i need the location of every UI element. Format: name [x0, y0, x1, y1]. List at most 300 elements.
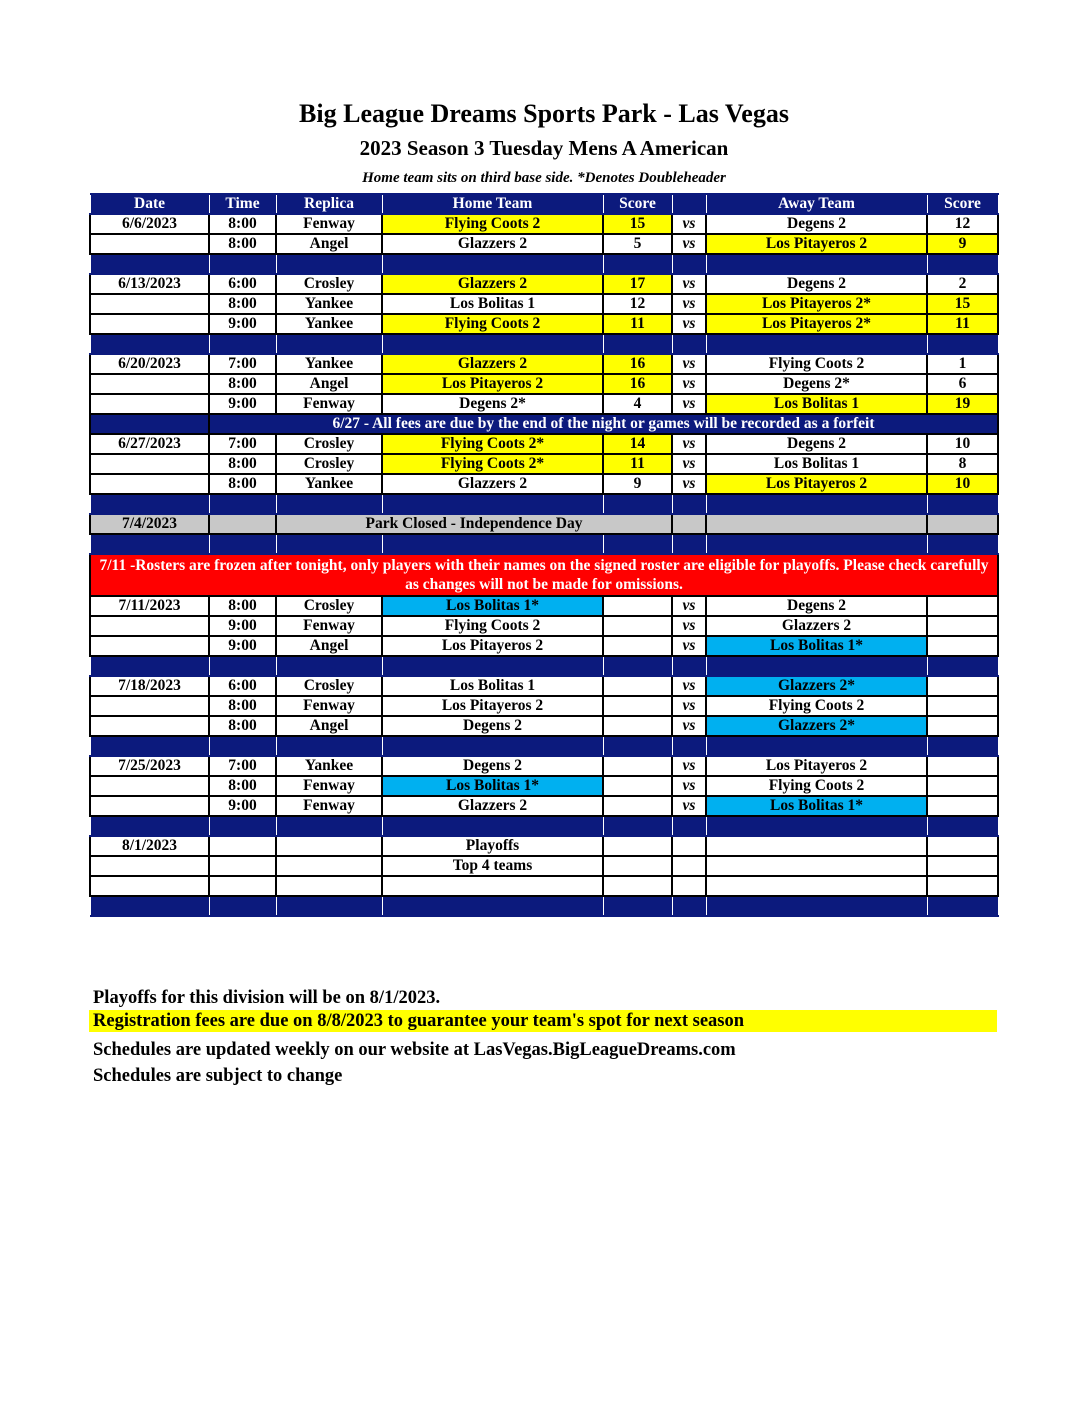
home-score-cell — [603, 876, 672, 896]
time-cell: 9:00 — [209, 616, 276, 636]
home-team-cell: Glazzers 2 — [382, 274, 603, 294]
game-row — [90, 214, 998, 234]
game-row — [90, 596, 998, 616]
separator-row — [90, 736, 998, 756]
field-cell: Crosley — [276, 676, 382, 696]
home-team-cell: Degens 2* — [382, 394, 603, 414]
time-cell: 8:00 — [209, 696, 276, 716]
away-score-cell — [927, 836, 998, 856]
separator-cell — [706, 656, 927, 676]
time-cell: 7:00 — [209, 756, 276, 776]
home-score-cell: 9 — [603, 474, 672, 494]
away-score-cell — [927, 676, 998, 696]
separator-cell — [672, 334, 706, 354]
away-team-cell: Glazzers 2* — [706, 676, 927, 696]
field-cell: Yankee — [276, 474, 382, 494]
table-header-row — [90, 194, 998, 214]
away-team-cell: Flying Coots 2 — [706, 776, 927, 796]
vs-cell: vs — [672, 294, 706, 314]
separator-cell — [382, 656, 603, 676]
time-cell: 9:00 — [209, 394, 276, 414]
field-cell: Yankee — [276, 756, 382, 776]
game-row — [90, 274, 998, 294]
separator-cell — [706, 896, 927, 916]
separator-cell — [927, 736, 998, 756]
away-score-cell: 11 — [927, 314, 998, 334]
away-score-cell: 10 — [927, 474, 998, 494]
vs-cell: vs — [672, 214, 706, 234]
date-cell — [90, 796, 209, 816]
home-team-cell: Los Pitayeros 2 — [382, 374, 603, 394]
away-team-cell — [706, 836, 927, 856]
away-team-cell: Los Bolitas 1 — [706, 454, 927, 474]
home-score-cell — [603, 776, 672, 796]
game-row — [90, 374, 998, 394]
time-cell — [209, 856, 276, 876]
closed-text: Park Closed - Independence Day — [276, 514, 672, 534]
date-cell — [90, 616, 209, 636]
page-subtitle: 2023 Season 3 Tuesday Mens A American — [359, 136, 729, 160]
field-cell: Fenway — [276, 796, 382, 816]
separator-cell — [90, 494, 209, 514]
separator-cell — [672, 656, 706, 676]
away-score-cell — [927, 776, 998, 796]
away-score-cell: 10 — [927, 434, 998, 454]
col-header-home-team: Home Team — [382, 194, 603, 214]
date-cell: 6/20/2023 — [90, 354, 209, 374]
separator-row — [90, 816, 998, 836]
field-cell: Crosley — [276, 434, 382, 454]
home-score-cell — [603, 716, 672, 736]
home-team-cell: Glazzers 2 — [382, 474, 603, 494]
time-cell — [209, 836, 276, 856]
vs-cell: vs — [672, 434, 706, 454]
time-cell: 8:00 — [209, 716, 276, 736]
playoff-row — [90, 876, 998, 896]
game-row — [90, 716, 998, 736]
field-cell: Fenway — [276, 616, 382, 636]
away-team-cell: Los Bolitas 1* — [706, 636, 927, 656]
away-score-cell — [927, 756, 998, 776]
away-team-cell: Glazzers 2 — [706, 616, 927, 636]
home-score-cell — [603, 796, 672, 816]
home-team-cell: Los Bolitas 1 — [382, 676, 603, 696]
home-team-cell: Los Bolitas 1* — [382, 776, 603, 796]
home-team-cell: Glazzers 2 — [382, 796, 603, 816]
away-score-cell — [927, 636, 998, 656]
separator-cell — [382, 534, 603, 554]
separator-cell — [276, 494, 382, 514]
away-team-cell: Los Bolitas 1* — [706, 796, 927, 816]
home-score-cell — [603, 836, 672, 856]
time-cell: 9:00 — [209, 314, 276, 334]
separator-row — [90, 254, 998, 274]
date-cell — [90, 856, 209, 876]
date-cell: 7/11/2023 — [90, 596, 209, 616]
separator-cell — [209, 656, 276, 676]
vs-cell: vs — [672, 676, 706, 696]
separator-row — [90, 896, 998, 916]
separator-cell — [672, 896, 706, 916]
date-cell — [90, 474, 209, 494]
field-cell — [276, 876, 382, 896]
separator-cell — [90, 656, 209, 676]
vs-cell — [672, 514, 706, 534]
col-header-date: Date — [90, 194, 209, 214]
vs-cell: vs — [672, 474, 706, 494]
date-cell: 6/27/2023 — [90, 434, 209, 454]
time-cell: 8:00 — [209, 294, 276, 314]
date-cell — [90, 234, 209, 254]
playoff-row — [90, 836, 998, 856]
home-score-cell: 17 — [603, 274, 672, 294]
time-cell: 8:00 — [209, 234, 276, 254]
col-header-away-team: Away Team — [706, 194, 927, 214]
notice-text: 6/27 - All fees are due by the end of the night or games will be recorded as a forfeit — [209, 414, 998, 434]
separator-cell — [382, 334, 603, 354]
home-team-cell: Degens 2 — [382, 756, 603, 776]
time-cell: 9:00 — [209, 636, 276, 656]
separator-cell — [276, 816, 382, 836]
separator-cell — [672, 534, 706, 554]
separator-cell — [209, 254, 276, 274]
home-score-cell: 14 — [603, 434, 672, 454]
time-cell: 6:00 — [209, 274, 276, 294]
time-cell: 8:00 — [209, 214, 276, 234]
separator-cell — [672, 816, 706, 836]
away-team-cell: Los Pitayeros 2* — [706, 294, 927, 314]
separator-cell — [603, 656, 672, 676]
separator-cell — [672, 254, 706, 274]
away-team-cell: Los Pitayeros 2* — [706, 314, 927, 334]
separator-cell — [382, 816, 603, 836]
home-score-cell — [603, 756, 672, 776]
separator-cell — [603, 254, 672, 274]
away-score-cell — [927, 716, 998, 736]
separator-cell — [382, 254, 603, 274]
separator-cell — [927, 896, 998, 916]
vs-cell: vs — [672, 756, 706, 776]
footer-registration-note: Registration fees are due on 8/8/2023 to guarantee your team's spot for next season — [89, 1010, 997, 1032]
vs-cell: vs — [672, 314, 706, 334]
game-row — [90, 776, 998, 796]
home-team-cell: Los Pitayeros 2 — [382, 636, 603, 656]
separator-row — [90, 494, 998, 514]
home-score-cell — [603, 616, 672, 636]
time-cell: 8:00 — [209, 374, 276, 394]
separator-cell — [276, 534, 382, 554]
game-row — [90, 696, 998, 716]
separator-cell — [927, 816, 998, 836]
time-cell: 8:00 — [209, 474, 276, 494]
field-cell: Yankee — [276, 294, 382, 314]
game-row — [90, 616, 998, 636]
date-cell — [90, 776, 209, 796]
separator-cell — [276, 254, 382, 274]
separator-cell — [706, 254, 927, 274]
away-team-cell — [706, 876, 927, 896]
game-row — [90, 454, 998, 474]
vs-cell — [672, 856, 706, 876]
game-row — [90, 314, 998, 334]
separator-cell — [706, 494, 927, 514]
playoff-text: Playoffs — [382, 836, 603, 856]
separator-cell — [209, 534, 276, 554]
field-cell: Angel — [276, 234, 382, 254]
vs-cell: vs — [672, 636, 706, 656]
separator-cell — [209, 494, 276, 514]
col-header-home-score: Score — [603, 194, 672, 214]
home-score-cell: 5 — [603, 234, 672, 254]
vs-cell: vs — [672, 596, 706, 616]
separator-cell — [209, 896, 276, 916]
time-cell: 8:00 — [209, 776, 276, 796]
separator-cell — [276, 656, 382, 676]
home-team-cell: Glazzers 2 — [382, 354, 603, 374]
away-team-cell: Degens 2* — [706, 374, 927, 394]
away-score-cell: 6 — [927, 374, 998, 394]
home-team-cell: Flying Coots 2* — [382, 454, 603, 474]
away-score-cell: 8 — [927, 454, 998, 474]
away-score-cell: 12 — [927, 214, 998, 234]
away-score-cell — [927, 876, 998, 896]
separator-cell — [603, 816, 672, 836]
game-row — [90, 796, 998, 816]
date-cell: 7/18/2023 — [90, 676, 209, 696]
separator-cell — [382, 736, 603, 756]
separator-cell — [603, 896, 672, 916]
date-cell — [90, 314, 209, 334]
footer-website-note: Schedules are updated weekly on our website at LasVegas.BigLeagueDreams.com — [93, 1040, 736, 1060]
vs-cell — [672, 876, 706, 896]
separator-cell — [706, 816, 927, 836]
separator-cell — [209, 334, 276, 354]
away-team-cell: Degens 2 — [706, 434, 927, 454]
field-cell: Fenway — [276, 394, 382, 414]
home-team-cell: Glazzers 2 — [382, 234, 603, 254]
vs-cell: vs — [672, 394, 706, 414]
time-cell — [209, 514, 276, 534]
separator-cell — [706, 736, 927, 756]
away-score-cell — [927, 856, 998, 876]
date-cell — [90, 394, 209, 414]
separator-row — [90, 334, 998, 354]
time-cell: 8:00 — [209, 596, 276, 616]
field-cell: Angel — [276, 374, 382, 394]
date-cell: 6/6/2023 — [90, 214, 209, 234]
game-row — [90, 394, 998, 414]
home-score-cell — [603, 636, 672, 656]
separator-cell — [927, 334, 998, 354]
separator-cell — [672, 494, 706, 514]
separator-cell — [603, 736, 672, 756]
vs-cell — [672, 836, 706, 856]
date-cell: 8/1/2023 — [90, 836, 209, 856]
date-cell — [90, 636, 209, 656]
home-score-cell: 16 — [603, 354, 672, 374]
home-score-cell: 15 — [603, 214, 672, 234]
home-team-cell: Flying Coots 2 — [382, 314, 603, 334]
vs-cell: vs — [672, 696, 706, 716]
away-score-cell — [927, 696, 998, 716]
vs-cell: vs — [672, 454, 706, 474]
vs-cell: vs — [672, 274, 706, 294]
separator-cell — [276, 334, 382, 354]
vs-cell: vs — [672, 354, 706, 374]
time-cell: 6:00 — [209, 676, 276, 696]
col-header-vs — [672, 194, 706, 214]
game-row — [90, 354, 998, 374]
field-cell: Fenway — [276, 214, 382, 234]
col-header-time: Time — [209, 194, 276, 214]
separator-cell — [672, 736, 706, 756]
field-cell — [276, 836, 382, 856]
home-team-cell: Los Bolitas 1* — [382, 596, 603, 616]
separator-cell — [927, 254, 998, 274]
separator-cell — [90, 816, 209, 836]
closed-row — [90, 514, 998, 534]
separator-cell — [90, 254, 209, 274]
separator-cell — [927, 494, 998, 514]
home-team-cell: Degens 2 — [382, 716, 603, 736]
separator-cell — [90, 736, 209, 756]
alert-text: 7/11 -Rosters are frozen after tonight, only players with their names on the signed roster are eligible for playoffs. Please check carefully as changes will not be made for omissions. — [90, 554, 998, 596]
away-team-cell — [706, 856, 927, 876]
field-cell: Yankee — [276, 314, 382, 334]
home-score-cell: 16 — [603, 374, 672, 394]
away-team-cell: Degens 2 — [706, 214, 927, 234]
alert-row — [90, 554, 998, 596]
vs-cell: vs — [672, 234, 706, 254]
away-score-cell — [927, 796, 998, 816]
field-cell: Crosley — [276, 274, 382, 294]
home-score-cell — [603, 856, 672, 876]
col-header-away-score: Score — [927, 194, 998, 214]
away-score-cell — [927, 514, 998, 534]
game-row — [90, 234, 998, 254]
footer-change-note: Schedules are subject to change — [93, 1066, 343, 1086]
away-team-cell: Degens 2 — [706, 596, 927, 616]
field-cell — [276, 856, 382, 876]
away-score-cell: 2 — [927, 274, 998, 294]
date-cell: 6/13/2023 — [90, 274, 209, 294]
separator-cell — [927, 534, 998, 554]
away-score-cell — [927, 596, 998, 616]
away-team-cell: Los Bolitas 1 — [706, 394, 927, 414]
time-cell: 7:00 — [209, 434, 276, 454]
away-score-cell: 19 — [927, 394, 998, 414]
separator-cell — [209, 816, 276, 836]
home-team-cell: Los Bolitas 1 — [382, 294, 603, 314]
field-cell: Fenway — [276, 696, 382, 716]
separator-cell — [603, 334, 672, 354]
game-row — [90, 676, 998, 696]
time-cell — [209, 876, 276, 896]
away-score-cell: 9 — [927, 234, 998, 254]
separator-cell — [90, 334, 209, 354]
away-score-cell — [927, 616, 998, 636]
page-title: Big League Dreams Sports Park - Las Vegas — [299, 99, 789, 128]
field-cell: Fenway — [276, 776, 382, 796]
separator-cell — [276, 896, 382, 916]
playoff-text — [382, 876, 603, 896]
separator-row — [90, 656, 998, 676]
vs-cell: vs — [672, 796, 706, 816]
away-score-cell: 15 — [927, 294, 998, 314]
separator-cell — [603, 534, 672, 554]
separator-row — [90, 534, 998, 554]
date-cell — [90, 716, 209, 736]
schedule-note: Home team sits on third base side. *Denotes Doubleheader — [362, 170, 726, 186]
date-cell: 7/25/2023 — [90, 756, 209, 776]
vs-cell: vs — [672, 716, 706, 736]
date-cell — [90, 294, 209, 314]
date-cell — [90, 454, 209, 474]
home-score-cell: 12 — [603, 294, 672, 314]
time-cell: 8:00 — [209, 454, 276, 474]
home-team-cell: Flying Coots 2* — [382, 434, 603, 454]
date-cell: 7/4/2023 — [90, 514, 209, 534]
home-score-cell: 11 — [603, 454, 672, 474]
away-team-cell — [706, 514, 927, 534]
away-team-cell: Los Pitayeros 2 — [706, 756, 927, 776]
separator-cell — [90, 534, 209, 554]
game-row — [90, 756, 998, 776]
field-cell: Yankee — [276, 354, 382, 374]
separator-cell — [603, 494, 672, 514]
home-score-cell — [603, 596, 672, 616]
time-cell: 7:00 — [209, 354, 276, 374]
away-team-cell: Los Pitayeros 2 — [706, 234, 927, 254]
field-cell: Angel — [276, 716, 382, 736]
time-cell: 9:00 — [209, 796, 276, 816]
footer-playoffs-note: Playoffs for this division will be on 8/1/2023. — [93, 988, 441, 1008]
home-team-cell: Flying Coots 2 — [382, 616, 603, 636]
away-score-cell: 1 — [927, 354, 998, 374]
home-team-cell: Los Pitayeros 2 — [382, 696, 603, 716]
game-row — [90, 434, 998, 454]
date-cell — [90, 374, 209, 394]
field-cell: Crosley — [276, 596, 382, 616]
away-team-cell: Flying Coots 2 — [706, 354, 927, 374]
separator-cell — [382, 494, 603, 514]
notice-row — [90, 414, 998, 434]
separator-cell — [209, 736, 276, 756]
home-score-cell: 11 — [603, 314, 672, 334]
away-team-cell: Los Pitayeros 2 — [706, 474, 927, 494]
date-cell — [90, 696, 209, 716]
playoff-row — [90, 856, 998, 876]
separator-cell — [382, 896, 603, 916]
field-cell: Crosley — [276, 454, 382, 474]
home-score-cell — [603, 676, 672, 696]
home-score-cell: 4 — [603, 394, 672, 414]
away-team-cell: Degens 2 — [706, 274, 927, 294]
date-cell — [90, 876, 209, 896]
home-score-cell — [603, 696, 672, 716]
away-team-cell: Flying Coots 2 — [706, 696, 927, 716]
separator-cell — [706, 534, 927, 554]
playoff-text: Top 4 teams — [382, 856, 603, 876]
game-row — [90, 294, 998, 314]
game-row — [90, 474, 998, 494]
separator-cell — [90, 896, 209, 916]
game-row — [90, 636, 998, 656]
away-team-cell: Glazzers 2* — [706, 716, 927, 736]
field-cell: Angel — [276, 636, 382, 656]
vs-cell: vs — [672, 616, 706, 636]
notice-spacer — [90, 414, 209, 434]
